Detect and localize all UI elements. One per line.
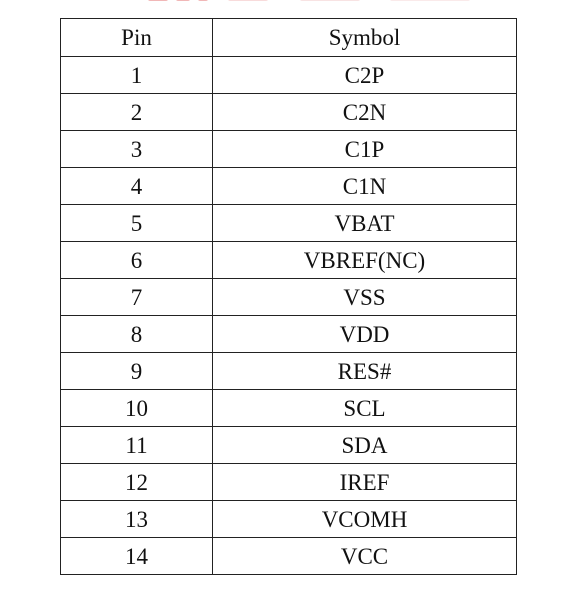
pin-symbol-cell: SDA <box>213 427 517 464</box>
table-row <box>61 501 517 538</box>
table-row <box>61 242 517 279</box>
pin-symbol-cell: VSS <box>213 279 517 316</box>
pin-symbol-table <box>60 18 517 575</box>
pin-symbol-cell: C2N <box>213 94 517 131</box>
table-row <box>61 168 517 205</box>
table-row <box>61 538 517 575</box>
pin-symbol-cell: VBREF(NC) <box>213 242 517 279</box>
table-row <box>61 316 517 353</box>
pin-number-cell: 1 <box>61 57 213 94</box>
table-row <box>61 94 517 131</box>
cropped-red-text-mark <box>228 0 268 1</box>
pin-symbol-cell: VDD <box>213 316 517 353</box>
pin-number-cell: 13 <box>61 501 213 538</box>
pin-number-cell: 12 <box>61 464 213 501</box>
cropped-red-text-mark <box>198 0 208 1</box>
cropped-red-text-mark <box>300 0 360 1</box>
pin-number-cell: 7 <box>61 279 213 316</box>
pin-table-container <box>60 18 516 575</box>
pin-symbol-cell: VCOMH <box>213 501 517 538</box>
table-row <box>61 464 517 501</box>
pin-symbol-cell: SCL <box>213 390 517 427</box>
pin-number-cell: 6 <box>61 242 213 279</box>
pin-symbol-cell: IREF <box>213 464 517 501</box>
table-row <box>61 353 517 390</box>
table-row <box>61 427 517 464</box>
pin-symbol-cell: C2P <box>213 57 517 94</box>
pin-symbol-cell: C1N <box>213 168 517 205</box>
pin-symbol-cell: VCC <box>213 538 517 575</box>
pin-column-header: Pin <box>61 19 213 57</box>
table-row <box>61 131 517 168</box>
table-header <box>61 19 517 57</box>
pin-number-cell: 8 <box>61 316 213 353</box>
pin-symbol-cell: C1P <box>213 131 517 168</box>
table-header-row <box>61 19 517 57</box>
table-row <box>61 390 517 427</box>
table-body <box>61 57 517 575</box>
table-row <box>61 57 517 94</box>
pin-number-cell: 10 <box>61 390 213 427</box>
pin-symbol-cell: VBAT <box>213 205 517 242</box>
cropped-red-text-mark <box>148 0 168 1</box>
pin-number-cell: 5 <box>61 205 213 242</box>
pin-number-cell: 14 <box>61 538 213 575</box>
table-row <box>61 205 517 242</box>
pin-number-cell: 3 <box>61 131 213 168</box>
cropped-text-fragment <box>0 0 564 10</box>
pin-number-cell: 11 <box>61 427 213 464</box>
pin-number-cell: 2 <box>61 94 213 131</box>
table-row <box>61 279 517 316</box>
cropped-red-text-mark <box>390 0 470 1</box>
pin-number-cell: 9 <box>61 353 213 390</box>
cropped-red-text-mark <box>176 0 190 1</box>
pin-symbol-cell: RES# <box>213 353 517 390</box>
symbol-column-header: Symbol <box>213 19 517 57</box>
pin-number-cell: 4 <box>61 168 213 205</box>
